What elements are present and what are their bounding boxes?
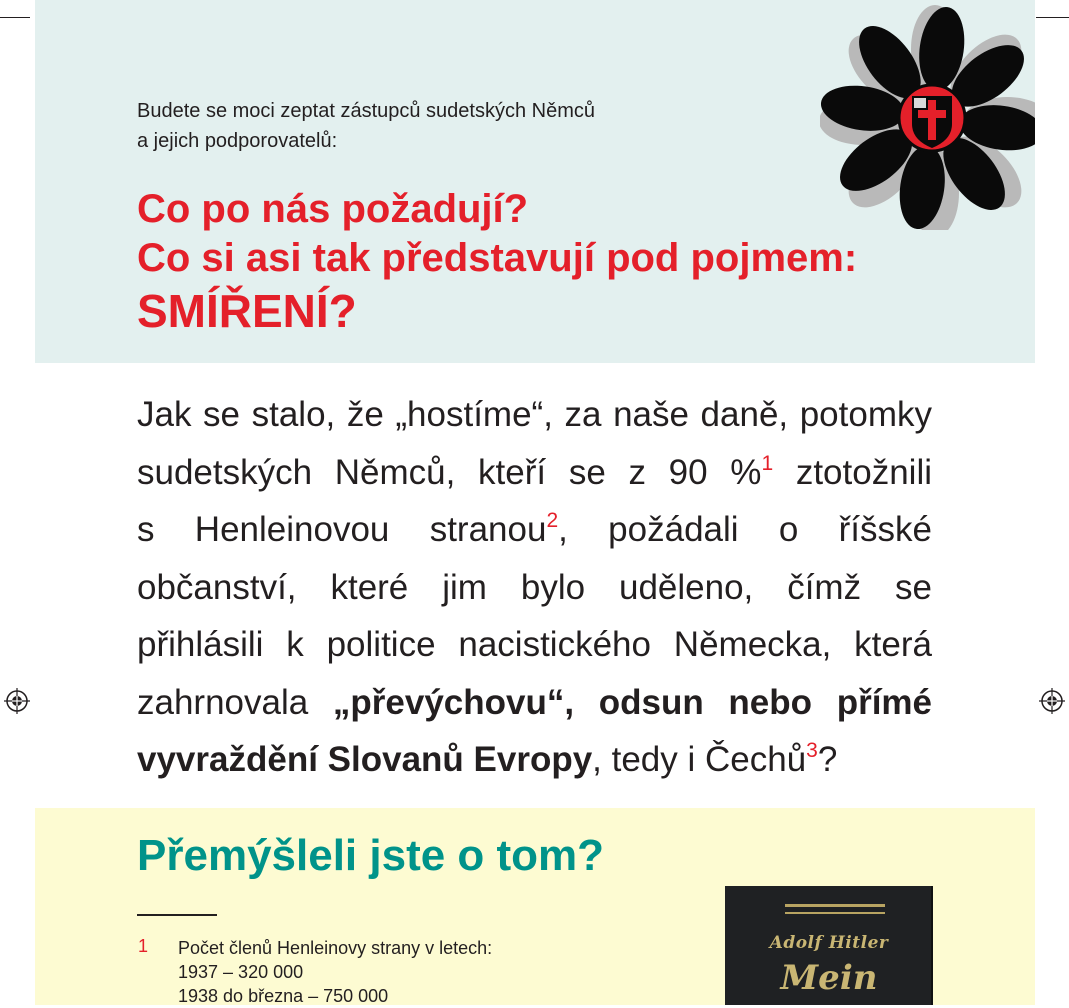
- book-cover-image: [725, 886, 933, 1005]
- paragraph-line: sudetských Němců, kteří se z 90 %$^1$ ztotožnili: [137, 451, 932, 492]
- footnote-number: 1: [138, 936, 149, 956]
- footnote-text: [178, 936, 628, 1008]
- bottom-panel: [35, 808, 1035, 1005]
- footnote-line: 1937 – 320 000: [178, 962, 304, 982]
- book-title: Mein: [780, 958, 878, 998]
- headline-line: Co po nás požadují?: [137, 187, 529, 231]
- footnote-line: Počet členů Henleinovy strany v letech:: [178, 938, 493, 958]
- headline-emphasis: SMÍŘENÍ?: [137, 285, 357, 337]
- headline-line: Co si asi tak představují pod pojmem:: [137, 236, 858, 280]
- intro-line: a jejich podporovatelů:: [137, 130, 338, 152]
- section-title: Přemýšleli jste o tom?: [137, 831, 605, 880]
- intro-line: Budete se moci zeptat zástupců sudetských Němců: [137, 100, 596, 122]
- footnote-ref-2[interactable]: 2: [546, 509, 559, 532]
- footnote-ref-1[interactable]: 1: [761, 451, 774, 475]
- crop-mark-right: [1036, 17, 1069, 18]
- registration-mark-icon: [1039, 688, 1065, 714]
- book-author: Adolf Hitler: [769, 933, 889, 953]
- top-panel: [35, 0, 1035, 363]
- paragraph-line: přihlásili k politice nacistického Německa, která: [137, 625, 932, 664]
- crop-mark-left: [0, 17, 30, 18]
- paragraph-line: Jak se stalo, že „hostíme“, za naše daně, potomky: [137, 395, 932, 434]
- registration-mark-icon: [4, 688, 30, 714]
- intro-text: [137, 96, 737, 156]
- book-ornament-line: [785, 904, 885, 907]
- paragraph-line: vyvraždění Slovanů Evropy, tedy i Čechů$^3$?: [137, 739, 838, 779]
- footnote-ref-3[interactable]: 3: [806, 739, 818, 762]
- main-paragraph: [137, 386, 932, 789]
- paragraph-line: občanství, které jim bylo uděleno, čímž se: [137, 567, 932, 607]
- book-ornament-line: [785, 912, 885, 914]
- paragraph-line: zahrnovala „převýchovu“, odsun nebo přímé: [137, 682, 932, 722]
- footnote-divider: [137, 914, 217, 916]
- flower-emblem-icon: [820, 2, 1035, 230]
- footnote-line: 1938 do března – 750 000: [178, 986, 389, 1006]
- paragraph-line: s Henleinovou stranou$^2$, požádali o říšské: [137, 509, 932, 549]
